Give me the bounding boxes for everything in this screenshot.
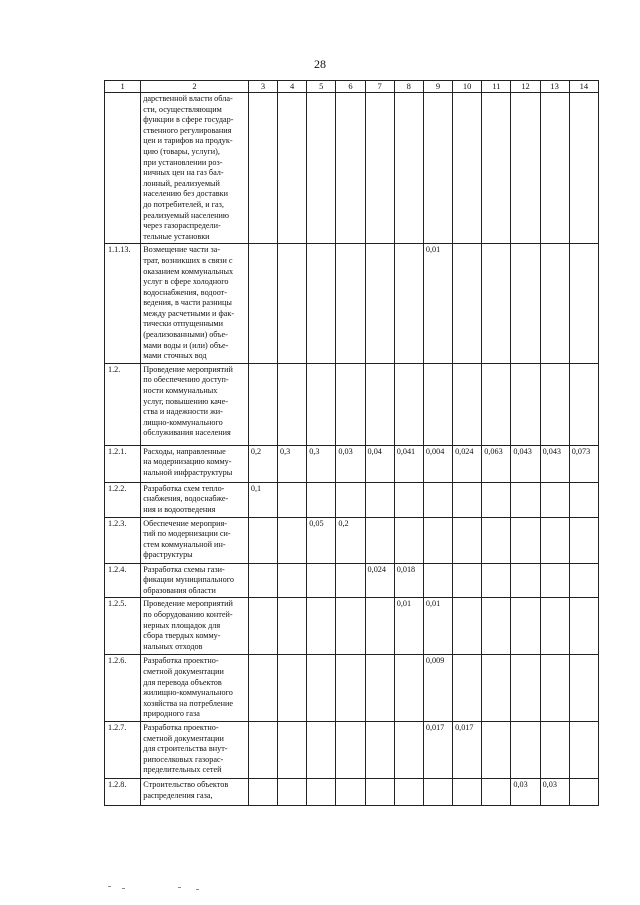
value-cell bbox=[540, 721, 569, 778]
value-cell bbox=[248, 363, 277, 445]
value-cell bbox=[540, 655, 569, 722]
value-cell: 0,017 bbox=[453, 721, 482, 778]
value-cell bbox=[336, 778, 365, 805]
value-cell: 0,018 bbox=[394, 563, 423, 598]
value-cell bbox=[453, 363, 482, 445]
value-cell bbox=[453, 655, 482, 722]
value-cell bbox=[365, 721, 394, 778]
scan-speck bbox=[196, 889, 199, 890]
row-description: дарственной власти обла- сти, осуществляющим функции в сфере государ- ственного регулирования цен и тарифов на продук- цию (товары, услуги), при установлении роз- ничных цен на газ бал- лонный, реализуемый населению без доставки до потребителей, и газ, реализуемый населению через газораспредели- тельные установки bbox=[141, 93, 249, 244]
scan-speck bbox=[178, 887, 181, 888]
value-cell: 0,3 bbox=[307, 445, 336, 482]
value-cell bbox=[482, 563, 511, 598]
row-description: Проведение мероприятий по оборудованию контей- нерных площадок для сбора твердых комму- нальных отходов bbox=[141, 598, 249, 655]
value-cell bbox=[540, 517, 569, 563]
row-description: Проведение мероприятий по обеспечению доступ- ности коммунальных услуг, повышению каче- ства и надежности жи- лищно-коммунального обслуживания населения bbox=[141, 363, 249, 445]
column-header: 10 bbox=[453, 81, 482, 93]
value-cell bbox=[248, 563, 277, 598]
column-header: 7 bbox=[365, 81, 394, 93]
value-cell: 0,009 bbox=[423, 655, 452, 722]
value-cell: 0,043 bbox=[511, 445, 540, 482]
row-code: 1.2.5. bbox=[105, 598, 141, 655]
value-cell bbox=[278, 244, 307, 364]
value-cell bbox=[248, 517, 277, 563]
column-header: 1 bbox=[105, 81, 141, 93]
value-cell bbox=[482, 517, 511, 563]
value-cell bbox=[482, 244, 511, 364]
value-cell bbox=[511, 563, 540, 598]
value-cell: 0,05 bbox=[307, 517, 336, 563]
value-cell bbox=[394, 721, 423, 778]
table-row bbox=[105, 655, 599, 722]
value-cell bbox=[511, 655, 540, 722]
value-cell bbox=[307, 655, 336, 722]
header-row bbox=[105, 81, 599, 93]
value-cell bbox=[569, 778, 598, 805]
value-cell bbox=[248, 93, 277, 244]
value-cell bbox=[569, 482, 598, 517]
value-cell bbox=[336, 598, 365, 655]
value-cell bbox=[365, 598, 394, 655]
value-cell bbox=[336, 93, 365, 244]
value-cell bbox=[307, 482, 336, 517]
value-cell bbox=[511, 721, 540, 778]
value-cell bbox=[453, 778, 482, 805]
value-cell bbox=[394, 655, 423, 722]
row-description: Разработка проектно- сметной документации для перевода объектов жилищно-коммунального хозяйства на потребление природного газа bbox=[141, 655, 249, 722]
value-cell bbox=[394, 363, 423, 445]
value-cell bbox=[394, 244, 423, 364]
row-description: Разработка проектно- сметной документации для строительства внут- рипоселковых газорас- пределительных сетей bbox=[141, 721, 249, 778]
value-cell: 0,024 bbox=[453, 445, 482, 482]
value-cell bbox=[482, 93, 511, 244]
value-cell bbox=[336, 563, 365, 598]
row-code: 1.2.1. bbox=[105, 445, 141, 482]
value-cell bbox=[540, 363, 569, 445]
value-cell bbox=[336, 482, 365, 517]
value-cell bbox=[482, 721, 511, 778]
column-header: 11 bbox=[482, 81, 511, 93]
value-cell: 0,017 bbox=[423, 721, 452, 778]
value-cell bbox=[511, 363, 540, 445]
column-header: 3 bbox=[248, 81, 277, 93]
value-cell bbox=[365, 517, 394, 563]
value-cell: 0,2 bbox=[248, 445, 277, 482]
scan-speck bbox=[108, 886, 111, 887]
value-cell bbox=[482, 363, 511, 445]
row-code: 1.1.13. bbox=[105, 244, 141, 364]
value-cell bbox=[453, 598, 482, 655]
value-cell bbox=[365, 778, 394, 805]
value-cell bbox=[394, 93, 423, 244]
value-cell bbox=[394, 482, 423, 517]
row-code: 1.2.7. bbox=[105, 721, 141, 778]
value-cell bbox=[540, 598, 569, 655]
value-cell: 0,063 bbox=[482, 445, 511, 482]
value-cell bbox=[540, 93, 569, 244]
row-code: 1.2.6. bbox=[105, 655, 141, 722]
value-cell bbox=[423, 778, 452, 805]
value-cell: 0,01 bbox=[423, 244, 452, 364]
value-cell bbox=[307, 363, 336, 445]
value-cell bbox=[248, 598, 277, 655]
value-cell bbox=[278, 778, 307, 805]
value-cell: 0,03 bbox=[540, 778, 569, 805]
value-cell: 0,004 bbox=[423, 445, 452, 482]
table-row bbox=[105, 363, 599, 445]
scan-speck bbox=[122, 888, 125, 889]
value-cell bbox=[511, 482, 540, 517]
value-cell: 0,03 bbox=[511, 778, 540, 805]
value-cell bbox=[278, 517, 307, 563]
column-header: 2 bbox=[141, 81, 249, 93]
value-cell bbox=[248, 244, 277, 364]
column-header: 6 bbox=[336, 81, 365, 93]
value-cell bbox=[248, 655, 277, 722]
value-cell bbox=[423, 363, 452, 445]
value-cell bbox=[278, 563, 307, 598]
row-description: Строительство объектов распределения газа, bbox=[141, 778, 249, 805]
column-header: 8 bbox=[394, 81, 423, 93]
table-row bbox=[105, 244, 599, 364]
table-row bbox=[105, 778, 599, 805]
row-code bbox=[105, 93, 141, 244]
value-cell bbox=[482, 655, 511, 722]
value-cell: 0,01 bbox=[394, 598, 423, 655]
row-description: Разработка схем тепло- снабжения, водоснабже- ния и водоотведения bbox=[141, 482, 249, 517]
value-cell bbox=[423, 517, 452, 563]
value-cell: 0,1 bbox=[248, 482, 277, 517]
row-code: 1.2.3. bbox=[105, 517, 141, 563]
value-cell bbox=[394, 778, 423, 805]
value-cell bbox=[569, 563, 598, 598]
value-cell: 0,024 bbox=[365, 563, 394, 598]
row-description: Разработка схемы гази- фикации муниципального образования области bbox=[141, 563, 249, 598]
value-cell bbox=[511, 598, 540, 655]
value-cell bbox=[307, 778, 336, 805]
value-cell bbox=[336, 363, 365, 445]
value-cell bbox=[453, 93, 482, 244]
value-cell: 0,01 bbox=[423, 598, 452, 655]
row-code: 1.2. bbox=[105, 363, 141, 445]
value-cell bbox=[307, 721, 336, 778]
value-cell bbox=[423, 563, 452, 598]
value-cell bbox=[482, 598, 511, 655]
data-table bbox=[104, 80, 599, 806]
column-header: 9 bbox=[423, 81, 452, 93]
row-code: 1.2.4. bbox=[105, 563, 141, 598]
value-cell bbox=[307, 93, 336, 244]
value-cell bbox=[365, 363, 394, 445]
table-row bbox=[105, 445, 599, 482]
value-cell bbox=[394, 517, 423, 563]
value-cell bbox=[307, 244, 336, 364]
value-cell bbox=[569, 598, 598, 655]
value-cell: 0,3 bbox=[278, 445, 307, 482]
value-cell bbox=[336, 721, 365, 778]
value-cell bbox=[248, 721, 277, 778]
column-header: 12 bbox=[511, 81, 540, 93]
value-cell bbox=[365, 482, 394, 517]
value-cell bbox=[278, 721, 307, 778]
value-cell bbox=[365, 244, 394, 364]
value-cell bbox=[511, 517, 540, 563]
value-cell bbox=[307, 563, 336, 598]
value-cell bbox=[453, 517, 482, 563]
value-cell: 0,073 bbox=[569, 445, 598, 482]
value-cell bbox=[569, 244, 598, 364]
value-cell bbox=[569, 655, 598, 722]
value-cell bbox=[540, 244, 569, 364]
column-header: 5 bbox=[307, 81, 336, 93]
value-cell bbox=[540, 563, 569, 598]
value-cell bbox=[482, 778, 511, 805]
value-cell: 0,041 bbox=[394, 445, 423, 482]
value-cell bbox=[423, 482, 452, 517]
value-cell bbox=[248, 778, 277, 805]
value-cell bbox=[365, 93, 394, 244]
row-description: Обеспечение мероприя- тий по модернизации си- стем коммунальной ин- фраструктуры bbox=[141, 517, 249, 563]
value-cell bbox=[365, 655, 394, 722]
value-cell bbox=[569, 363, 598, 445]
value-cell bbox=[278, 482, 307, 517]
value-cell bbox=[336, 244, 365, 364]
value-cell bbox=[278, 93, 307, 244]
value-cell bbox=[569, 517, 598, 563]
row-code: 1.2.2. bbox=[105, 482, 141, 517]
value-cell bbox=[278, 598, 307, 655]
value-cell bbox=[569, 93, 598, 244]
table-row bbox=[105, 563, 599, 598]
value-cell bbox=[336, 655, 365, 722]
value-cell bbox=[453, 563, 482, 598]
row-description: Расходы, направленные на модернизацию комму- нальной инфраструктуры bbox=[141, 445, 249, 482]
value-cell: 0,2 bbox=[336, 517, 365, 563]
value-cell bbox=[569, 721, 598, 778]
table-row bbox=[105, 517, 599, 563]
value-cell bbox=[307, 598, 336, 655]
value-cell bbox=[453, 482, 482, 517]
column-header: 14 bbox=[569, 81, 598, 93]
value-cell bbox=[423, 93, 452, 244]
value-cell bbox=[511, 93, 540, 244]
page-number: 28 bbox=[314, 57, 326, 71]
value-cell bbox=[482, 482, 511, 517]
value-cell bbox=[511, 244, 540, 364]
value-cell: 0,04 bbox=[365, 445, 394, 482]
table-row bbox=[105, 93, 599, 244]
value-cell bbox=[278, 655, 307, 722]
column-header: 4 bbox=[278, 81, 307, 93]
value-cell bbox=[278, 363, 307, 445]
row-description: Возмещение части за- трат, возникших в связи с оказанием коммунальных услуг в сфере холодного водоснабжения, водоот- ведения, в части разницы между расчетными и фак- тически отпущенными (реализованными) объе- мами воды и (или) объе- мами сточных вод bbox=[141, 244, 249, 364]
table-row bbox=[105, 482, 599, 517]
row-code: 1.2.8. bbox=[105, 778, 141, 805]
value-cell: 0,03 bbox=[336, 445, 365, 482]
table-row bbox=[105, 598, 599, 655]
value-cell bbox=[540, 482, 569, 517]
table-row bbox=[105, 721, 599, 778]
value-cell: 0,043 bbox=[540, 445, 569, 482]
column-header: 13 bbox=[540, 81, 569, 93]
value-cell bbox=[453, 244, 482, 364]
